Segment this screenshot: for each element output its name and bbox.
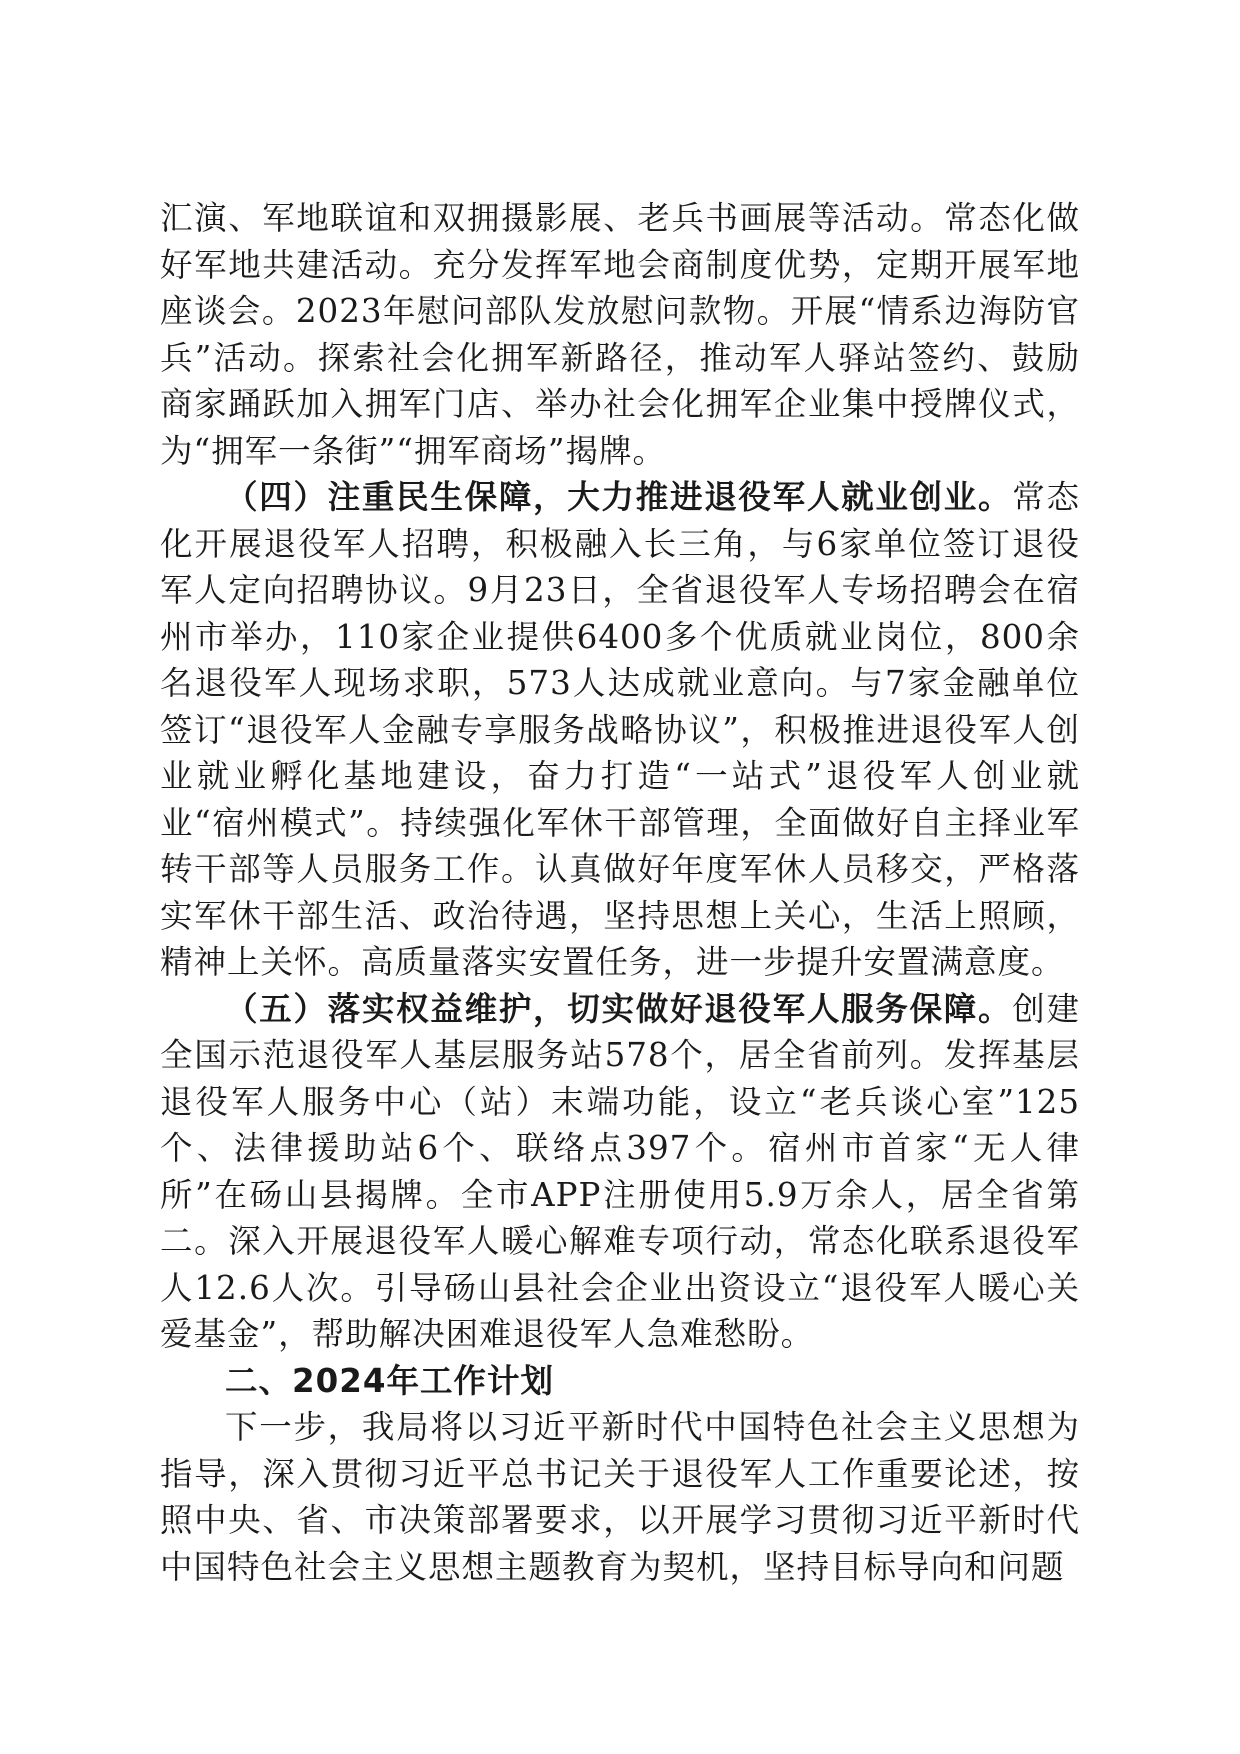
paragraph-plan: 下一步，我局将以习近平新时代中国特色社会主义思想为指导，深入贯彻习近平总书记关于退役军人工作重要论述，按照中央、省、市决策部署要求，以开展学习贯彻习近平新时代中国特色社会主义思想主题教育为契机，坚持目标导向和问题 — [160, 1408, 1080, 1586]
paragraph-section-5 — [160, 986, 1080, 1358]
section-4-lead: （四）注重民生保障，大力推进退役军人就业创业。 — [225, 478, 1013, 516]
paragraph-section-4 — [160, 474, 1080, 986]
paragraph-continued: 汇演、军地联谊和双拥摄影展、老兵书画展等活动。常态化做好军地共建活动。充分发挥军地会商制度优势，定期开展军地座谈会。2023年慰问部队发放慰问款物。开展“情系边海防官兵”活动。探索社会化拥军新路径，推动军人驿站签约、鼓励商家踊跃加入拥军门店、举办社会化拥军企业集中授牌仪式，为“拥军一条街”“拥军商场”揭牌。 — [160, 199, 1080, 470]
section-5-body: 创建全国示范退役军人基层服务站578个，居全省前列。发挥基层退役军人服务中心（站）末端功能，设立“老兵谈心室”125个、法律援助站6个、联络点397个。宿州市首家“无人律所”在砀山县揭牌。全市APP注册使用5.9万余人，居全省第二。深入开展退役军人暖心解难专项行动，常态化联系退役军人12.6人次。引导砀山县社会企业出资设立“退役军人暖心关爱基金”，帮助解决困难退役军人急难愁盼。 — [160, 989, 1080, 1353]
section-5-lead: （五）落实权益维护，切实做好退役军人服务保障。 — [225, 989, 1013, 1028]
document-page — [160, 195, 1080, 1590]
section-heading-2024-plan: 二、2024年工作计划 — [225, 1361, 554, 1400]
section-4-body: 常态化开展退役军人招聘，积极融入长三角，与6家单位签订退役军人定向招聘协议。9月23日，全省退役军人专场招聘会在宿州市举办，110家企业提供6400多个优质就业岗位，800余名退役军人现场求职，573人达成就业意向。与7家金融单位签订“退役军人金融专享服务战略协议”，积极推进退役军人创业就业孵化基地建设，奋力打造“一站式”退役军人创业就业“宿州模式”。持续强化军休干部管理，全面做好自主择业军转干部等人员服务工作。认真做好年度军休人员移交，严格落实军休干部生活、政治待遇，坚持思想上关心，生活上照顾，精神上关怀。高质量落实安置任务，进一步提升安置满意度。 — [160, 478, 1080, 981]
